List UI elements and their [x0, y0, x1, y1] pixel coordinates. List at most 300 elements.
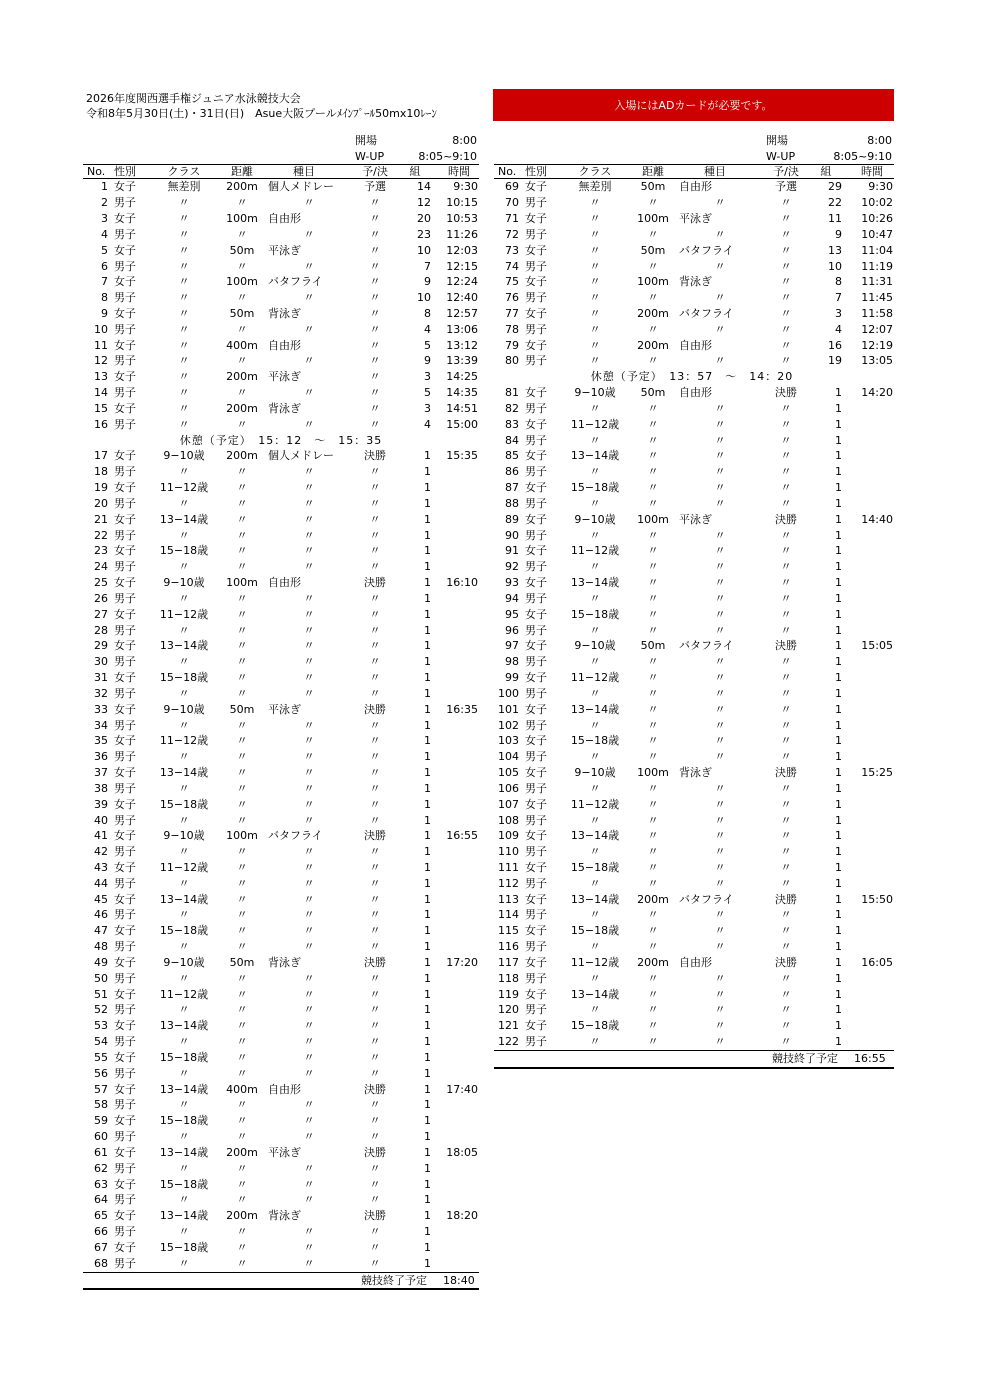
event-no: 94 [505, 591, 519, 605]
round: 〃 [780, 813, 792, 827]
time: 11:58 [861, 307, 893, 320]
event: 〃 [714, 750, 726, 764]
gender: 男子 [525, 1035, 547, 1049]
event-no: 38 [94, 781, 108, 795]
table-row [83, 892, 479, 908]
class: 9−10歳 [574, 512, 616, 526]
table-row [83, 670, 479, 686]
round: 〃 [369, 465, 381, 479]
gender: 女子 [114, 1209, 136, 1223]
event: 自由形 [268, 576, 301, 590]
round: 〃 [369, 338, 381, 352]
table-row [494, 448, 894, 464]
round: 決勝 [364, 449, 386, 463]
event: 〃 [714, 259, 726, 273]
event-no: 71 [505, 212, 519, 226]
gender: 男子 [114, 971, 136, 985]
distance: 〃 [647, 576, 659, 590]
table-row [83, 338, 479, 354]
round: 予選 [364, 180, 386, 194]
distance: 〃 [647, 686, 659, 700]
event-no: 11 [94, 338, 108, 352]
distance: 〃 [647, 481, 659, 495]
end-row [83, 1272, 479, 1291]
table-row [83, 876, 479, 892]
round: 〃 [369, 243, 381, 257]
gender: 女子 [525, 307, 547, 320]
heats: 1 [835, 908, 842, 922]
gender: 男子 [525, 971, 547, 985]
gender: 男子 [114, 1225, 136, 1239]
table-row [83, 907, 479, 923]
time: 12:07 [861, 322, 893, 336]
class: 〃 [178, 718, 190, 732]
class: 〃 [589, 940, 601, 954]
time: 12:03 [446, 243, 478, 257]
table-row [83, 1066, 479, 1082]
class: 〃 [178, 227, 190, 241]
heats: 1 [424, 702, 431, 716]
distance: 50m [640, 180, 666, 194]
round: 〃 [369, 987, 381, 1001]
distance: 〃 [647, 829, 659, 843]
event-no: 122 [498, 1035, 519, 1049]
table-row [494, 290, 894, 306]
table-row [494, 813, 894, 829]
distance: 〃 [647, 797, 659, 811]
time: 10:26 [861, 212, 893, 226]
class: 〃 [178, 1193, 190, 1207]
distance: 〃 [236, 259, 248, 273]
round: 〃 [369, 1035, 381, 1049]
distance: 〃 [236, 940, 248, 954]
class: 〃 [178, 655, 190, 669]
event-no: 32 [94, 686, 108, 700]
event-no: 100 [498, 686, 519, 700]
heats: 13 [828, 243, 842, 257]
event: 背泳ぎ [268, 401, 301, 415]
round: 〃 [369, 291, 381, 305]
header-distance: 距離 [642, 165, 664, 179]
time: 15:00 [446, 417, 478, 431]
heats: 1 [835, 401, 842, 415]
table-row [83, 369, 479, 385]
event-no: 16 [94, 417, 108, 431]
event: 〃 [303, 1256, 315, 1270]
table-row [494, 575, 894, 591]
distance: 〃 [647, 734, 659, 748]
round: 〃 [780, 655, 792, 669]
distance: 〃 [647, 291, 659, 305]
table-row [494, 464, 894, 480]
class: 〃 [178, 243, 190, 257]
table-row [83, 987, 479, 1003]
round: 〃 [780, 750, 792, 764]
gender: 女子 [114, 671, 136, 685]
distance: 〃 [236, 544, 248, 558]
gender: 男子 [114, 908, 136, 922]
meet-date-venue: 令和8年5月30日(土)・31日(日) Asue大阪プールﾒｲﾝﾌﾟｰﾙ50mx10ﾚｰﾝ [86, 107, 437, 120]
gender: 男子 [525, 496, 547, 510]
round: 〃 [780, 718, 792, 732]
round: 〃 [369, 322, 381, 336]
event-no: 58 [94, 1098, 108, 1112]
round: 〃 [369, 275, 381, 289]
table-row [494, 401, 894, 417]
event-no: 103 [498, 734, 519, 748]
gender: 男子 [525, 291, 547, 305]
table-row [494, 654, 894, 670]
table-row [83, 496, 479, 512]
header-event: 種目 [704, 165, 726, 179]
round: 〃 [780, 401, 792, 415]
round: 〃 [780, 845, 792, 859]
class: 〃 [178, 845, 190, 859]
table-row [83, 274, 479, 290]
class: 〃 [589, 781, 601, 795]
event-no: 3 [101, 212, 108, 226]
table-row [494, 781, 894, 797]
table-row [83, 401, 479, 417]
distance: 〃 [236, 908, 248, 922]
heats: 10 [417, 243, 431, 257]
heats: 1 [424, 955, 431, 969]
round: 〃 [780, 243, 792, 257]
heats: 1 [835, 639, 842, 653]
event: 〃 [303, 512, 315, 526]
gender: 女子 [114, 734, 136, 748]
class: 〃 [178, 686, 190, 700]
heats: 1 [835, 829, 842, 843]
round: 〃 [369, 544, 381, 558]
distance: 〃 [236, 1130, 248, 1144]
meet-title: 2026年度関西選手権ジュニア水泳競技大会 [86, 92, 301, 105]
distance: 200m [226, 180, 258, 194]
round: 〃 [369, 655, 381, 669]
round: 〃 [780, 212, 792, 226]
event-no: 80 [505, 354, 519, 368]
event: 〃 [714, 940, 726, 954]
class: 15−18歳 [570, 1019, 620, 1033]
heats: 1 [424, 639, 431, 653]
event-no: 93 [505, 576, 519, 590]
heats: 1 [424, 449, 431, 463]
round: 〃 [780, 987, 792, 1001]
event: 〃 [303, 845, 315, 859]
gender: 女子 [114, 1082, 136, 1096]
event-no: 104 [498, 750, 519, 764]
event: 平泳ぎ [679, 212, 712, 226]
round: 〃 [369, 750, 381, 764]
class: 〃 [178, 528, 190, 542]
event: 〃 [714, 845, 726, 859]
event-no: 64 [94, 1193, 108, 1207]
event: 〃 [714, 655, 726, 669]
gender: 女子 [114, 924, 136, 938]
table-row [494, 385, 894, 401]
distance: 〃 [647, 433, 659, 447]
distance: 50m [229, 307, 255, 320]
table-row [83, 259, 479, 275]
gender: 男子 [114, 1193, 136, 1207]
distance: 〃 [236, 196, 248, 210]
end-label: 競技終了予定 [772, 1051, 838, 1065]
time: 14:40 [861, 512, 893, 526]
event-no: 95 [505, 607, 519, 621]
event: 〃 [714, 1003, 726, 1017]
gender: 男子 [114, 781, 136, 795]
event: 背泳ぎ [268, 955, 301, 969]
event-no: 65 [94, 1209, 108, 1223]
event-no: 30 [94, 655, 108, 669]
event: 〃 [303, 1066, 315, 1080]
heats: 1 [424, 528, 431, 542]
event-no: 83 [505, 417, 519, 431]
gender: 男子 [525, 591, 547, 605]
table-header [494, 164, 894, 179]
event-no: 120 [498, 1003, 519, 1017]
class: 9−10歳 [163, 829, 205, 843]
class: 〃 [178, 212, 190, 226]
round: 〃 [369, 417, 381, 431]
distance: 〃 [236, 655, 248, 669]
event-no: 47 [94, 924, 108, 938]
gender: 女子 [114, 1019, 136, 1033]
table-row [83, 227, 479, 243]
round: 〃 [780, 417, 792, 431]
distance: 〃 [236, 1114, 248, 1128]
distance: 〃 [236, 813, 248, 827]
class: 〃 [589, 1035, 601, 1049]
event-no: 118 [498, 971, 519, 985]
class: 9−10歳 [163, 702, 205, 716]
heats: 1 [835, 876, 842, 890]
table-row [83, 528, 479, 544]
heats: 29 [828, 180, 842, 194]
event: 〃 [714, 576, 726, 590]
table-row [494, 322, 894, 338]
gender: 女子 [114, 512, 136, 526]
event: 〃 [303, 1130, 315, 1144]
time: 13:05 [861, 354, 893, 368]
table-row [83, 686, 479, 702]
time: 15:25 [861, 766, 893, 780]
gender: 女子 [114, 576, 136, 590]
round: 〃 [780, 860, 792, 874]
distance: 〃 [236, 512, 248, 526]
gender: 女子 [525, 892, 547, 906]
distance: 〃 [236, 1019, 248, 1033]
event-no: 68 [94, 1256, 108, 1270]
gender: 男子 [525, 401, 547, 415]
event-no: 26 [94, 591, 108, 605]
table-row [494, 243, 894, 259]
distance: 〃 [236, 718, 248, 732]
class: 〃 [178, 370, 190, 384]
event: 〃 [714, 607, 726, 621]
table-row [494, 1018, 894, 1034]
heats: 1 [424, 465, 431, 479]
table-row [494, 733, 894, 749]
event-no: 13 [94, 370, 108, 384]
end-label: 競技終了予定 [361, 1273, 427, 1287]
distance: 〃 [236, 987, 248, 1001]
round: 〃 [369, 560, 381, 574]
class: 〃 [178, 465, 190, 479]
gender: 男子 [525, 259, 547, 273]
time: 17:20 [446, 955, 478, 969]
round: 〃 [780, 481, 792, 495]
class: 〃 [178, 1161, 190, 1175]
open-row [83, 133, 479, 149]
heats: 22 [828, 196, 842, 210]
time: 10:15 [446, 196, 478, 210]
event: 〃 [714, 291, 726, 305]
gender: 女子 [114, 1240, 136, 1254]
heats: 1 [424, 718, 431, 732]
event: 〃 [714, 481, 726, 495]
distance: 〃 [236, 322, 248, 336]
event: 〃 [303, 876, 315, 890]
round: 〃 [369, 1161, 381, 1175]
table-row [83, 765, 479, 781]
gender: 男子 [525, 718, 547, 732]
table-row [494, 1034, 894, 1050]
heats: 1 [424, 1098, 431, 1112]
heats: 9 [835, 227, 842, 241]
event: 〃 [303, 417, 315, 431]
class: 〃 [589, 259, 601, 273]
event-no: 40 [94, 813, 108, 827]
round: 〃 [780, 940, 792, 954]
event-no: 12 [94, 354, 108, 368]
gender: 男子 [525, 781, 547, 795]
distance: 100m [637, 512, 669, 526]
table-row [83, 306, 479, 322]
table-row [83, 1018, 479, 1034]
distance: 〃 [647, 591, 659, 605]
table-row [83, 860, 479, 876]
event: 〃 [303, 1177, 315, 1191]
wup-label: W-UP [355, 149, 385, 163]
distance: 〃 [236, 386, 248, 400]
round: 決勝 [775, 386, 797, 400]
distance: 〃 [647, 908, 659, 922]
event-no: 1 [101, 180, 108, 194]
table-row [494, 211, 894, 227]
gender: 男子 [114, 386, 136, 400]
time: 18:05 [446, 1145, 478, 1159]
class: 〃 [589, 655, 601, 669]
event-no: 35 [94, 734, 108, 748]
distance: 〃 [236, 227, 248, 241]
event-no: 109 [498, 829, 519, 843]
round: 〃 [369, 370, 381, 384]
gender: 女子 [525, 212, 547, 226]
round: 〃 [369, 1193, 381, 1207]
time: 11:04 [861, 243, 893, 257]
class: 〃 [589, 196, 601, 210]
distance: 100m [637, 766, 669, 780]
distance: 〃 [647, 1003, 659, 1017]
distance: 〃 [236, 481, 248, 495]
round: 〃 [780, 227, 792, 241]
event-no: 25 [94, 576, 108, 590]
header-heats: 組 [820, 165, 832, 179]
schedule-right [494, 133, 894, 1069]
distance: 100m [226, 212, 258, 226]
event-no: 56 [94, 1066, 108, 1080]
time: 14:25 [446, 370, 478, 384]
heats: 1 [424, 560, 431, 574]
heats: 1 [835, 781, 842, 795]
round: 〃 [369, 259, 381, 273]
class: 15−18歳 [159, 924, 209, 938]
event-no: 2 [101, 196, 108, 210]
table-row [494, 876, 894, 892]
event-no: 23 [94, 544, 108, 558]
event: 〃 [303, 655, 315, 669]
class: 〃 [178, 196, 190, 210]
class: 〃 [178, 971, 190, 985]
distance: 〃 [236, 560, 248, 574]
round: 決勝 [364, 702, 386, 716]
gender: 男子 [114, 259, 136, 273]
distance: 〃 [236, 1161, 248, 1175]
gender: 女子 [114, 607, 136, 621]
event-no: 10 [94, 322, 108, 336]
distance: 〃 [647, 401, 659, 415]
table-row [83, 749, 479, 765]
event-no: 88 [505, 496, 519, 510]
round: 〃 [369, 212, 381, 226]
event-no: 76 [505, 291, 519, 305]
class: 15−18歳 [159, 797, 209, 811]
heats: 1 [424, 1256, 431, 1270]
class: 〃 [178, 1225, 190, 1239]
event: 〃 [714, 797, 726, 811]
event: 〃 [714, 449, 726, 463]
table-row [83, 828, 479, 844]
round: 〃 [780, 322, 792, 336]
distance: 100m [226, 829, 258, 843]
time: 11:26 [446, 227, 478, 241]
class: 〃 [178, 1035, 190, 1049]
round: 〃 [780, 829, 792, 843]
break-text: 休憩（予定） 15：12 ～ 15：35 [179, 433, 383, 447]
gender: 男子 [114, 1161, 136, 1175]
heats: 1 [424, 1209, 431, 1223]
gender: 女子 [114, 766, 136, 780]
round: 〃 [369, 813, 381, 827]
class: 〃 [178, 750, 190, 764]
distance: 〃 [236, 766, 248, 780]
event-no: 17 [94, 449, 108, 463]
table-row [83, 702, 479, 718]
class: 〃 [178, 322, 190, 336]
distance: 〃 [236, 1225, 248, 1239]
heats: 4 [424, 322, 431, 336]
gender: 男子 [114, 465, 136, 479]
gender: 男子 [525, 750, 547, 764]
class: 〃 [178, 259, 190, 273]
round: 〃 [369, 1003, 381, 1017]
distance: 400m [226, 338, 258, 352]
distance: 〃 [236, 1193, 248, 1207]
heats: 1 [424, 686, 431, 700]
distance: 〃 [647, 354, 659, 368]
distance: 100m [637, 212, 669, 226]
